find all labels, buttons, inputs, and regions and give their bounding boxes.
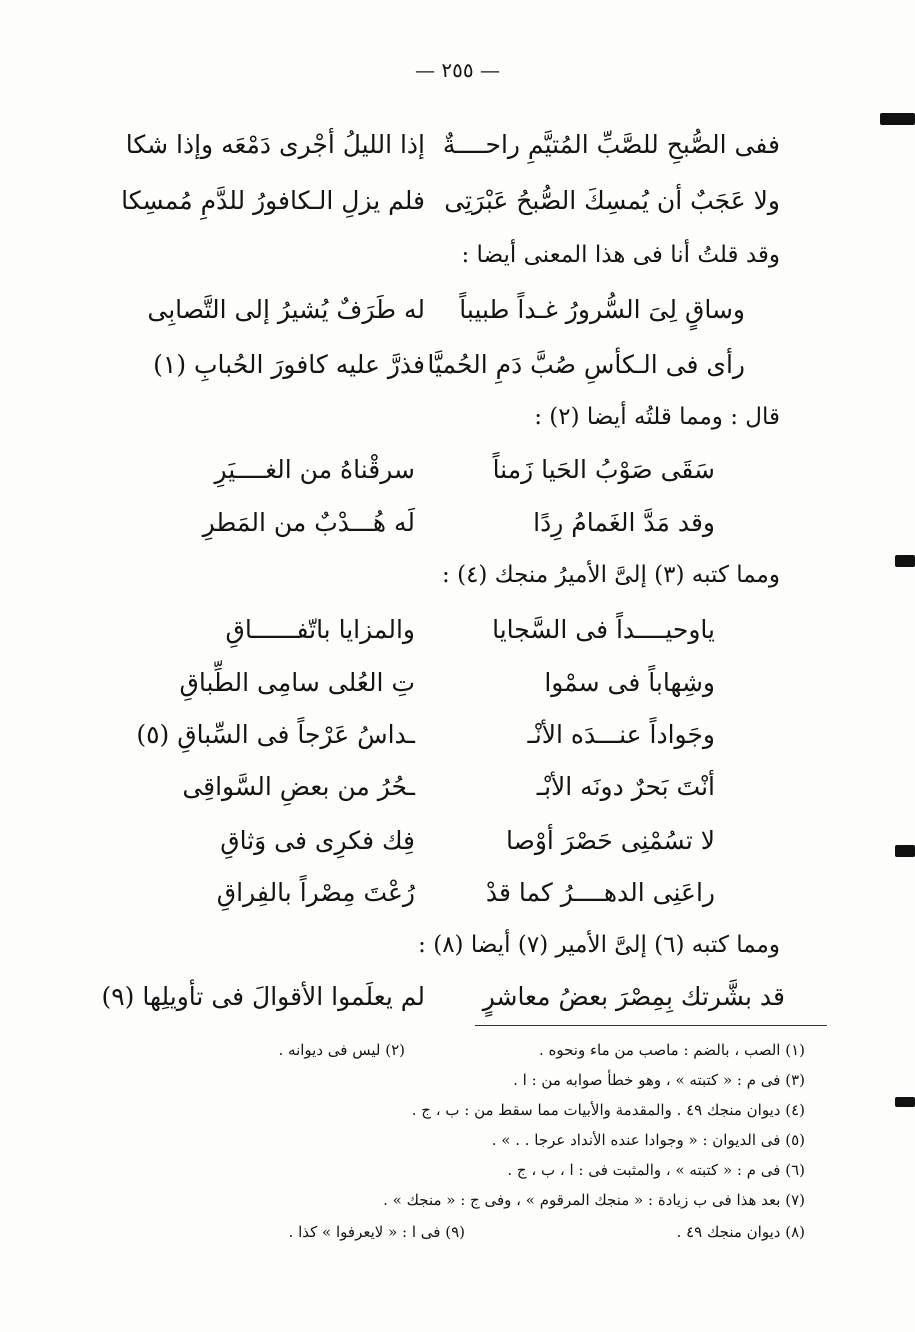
- hemistich-1: وقد مَدَّ الغَمامُ رِدًا: [533, 508, 715, 537]
- margin-mark: [895, 555, 915, 567]
- hemistich-1: ياوحيــــداً فى السَّجايا: [492, 615, 715, 644]
- hemistich-1: لا تسُمْنِى حَصْرَ أوْصا: [506, 826, 715, 855]
- footnote: (٥) فى الديوان : « وجوادا عنده الأنداد عرجا . . » .: [491, 1131, 805, 1149]
- hemistich-2: فِك فكرِى فى وَثاقِ: [220, 826, 415, 855]
- footnote: (٢) ليس فى ديوانه .: [278, 1041, 405, 1059]
- hemistich-1: وجَواداً عنـــدَه الأنْـ: [527, 720, 715, 749]
- prose-line: ومما كتبه (٣) إلىَّ الأميرُ منجك (٤) :: [442, 562, 780, 588]
- hemistich-2: إذا الليلُ أجْرى دَمْعَه وإذا شكا: [125, 130, 425, 159]
- hemistich-2: فذرَّ عليه كافورَ الحُبابِ (١): [153, 350, 425, 379]
- footnote: (٧) بعد هذا فى ب زيادة : « منجك المرقوم » ، وفى ج : « منجك » .: [383, 1191, 805, 1209]
- page-number: — ٢٥٥ —: [415, 58, 500, 82]
- prose-line: قال : ومما قلتُه أيضا (٢) :: [534, 404, 780, 430]
- footnote-separator: [475, 1025, 827, 1026]
- prose-line: وقد قلتُ أنا فى هذا المعنى أيضا :: [461, 242, 780, 268]
- hemistich-1: وساقٍ لِىَ السُّرورُ غـداً طبيباً: [459, 295, 745, 324]
- hemistich-1: قد بشَّرتك بِمِصْرَ بعضُ معاشرٍ: [482, 982, 785, 1011]
- prose-line: ومما كتبه (٦) إلىَّ الأمير (٧) أيضا (٨) :: [418, 932, 780, 958]
- margin-mark: [895, 845, 915, 857]
- hemistich-2: ـحُرُ من بعضِ السَّواقِى: [182, 772, 415, 801]
- footnote: (٣) فى م : « كتبته » ، وهو خطأ صوابه من : ا .: [513, 1071, 805, 1089]
- hemistich-2: ـداسُ عَرْجاً فى السِّباقِ (٥): [136, 720, 415, 749]
- footnote: (١) الصب ، بالضم : ماصب من ماء ونحوه .: [538, 1041, 805, 1059]
- footnote: (٦) فى م : « كتبته » ، والمثبت فى : ا ، ب ، ج .: [507, 1161, 805, 1179]
- hemistich-2: والمزايا باتّفــــــاقِ: [225, 615, 415, 644]
- hemistich-1: سَقَى صَوْبُ الحَيا زَمناً: [492, 455, 715, 484]
- footnote: (٩) فى ا : « لايعرفوا » كذا .: [288, 1223, 465, 1241]
- footnote: (٤) ديوان منجك ٤٩ . والمقدمة والأبيات مما سقط من : ب ، ج .: [411, 1101, 805, 1119]
- hemistich-2: لم يعلَموا الأقوالَ فى تأويلِها (٩): [101, 982, 425, 1011]
- margin-mark: [880, 113, 915, 125]
- margin-mark: [895, 1097, 915, 1107]
- footnote: (٨) ديوان منجك ٤٩ .: [676, 1223, 805, 1241]
- hemistich-2: له طَرَفٌ يُشيرُ إلى التَّصابِى: [147, 295, 425, 324]
- hemistich-2: تِ العُلى سامِى الطِّباقِ: [179, 668, 415, 697]
- hemistich-2: لَه هُـــدْبٌ من المَطرِ: [202, 508, 415, 537]
- hemistich-1: ولا عَجَبٌ أن يُمسِكَ الصُّبحُ عَبْرَتِى: [444, 186, 780, 215]
- hemistich-1: وشِهاباً فى سمْوا: [544, 668, 715, 697]
- hemistich-2: رُعْتَ مِصْراً بالفِراقِ: [216, 878, 415, 907]
- hemistich-1: ففى الصُّبحِ للصَّبِّ المُتيَّمِ راحــــةٌ: [442, 130, 780, 159]
- hemistich-1: أنْتَ بَحرٌ دونَه الأبْـ: [536, 772, 715, 801]
- hemistich-1: راعَنِى الدهــــرُ كما قدْ: [485, 878, 715, 907]
- hemistich-1: رأى فى الـكأسِ صُبَّ دَمِ الحُميَّا: [427, 350, 745, 379]
- hemistich-2: فلم يزلِ الـكافورُ للدَّمِ مُمسِكا: [121, 186, 425, 215]
- hemistich-2: سرقْناهُ من الغــــيَرِ: [214, 455, 415, 484]
